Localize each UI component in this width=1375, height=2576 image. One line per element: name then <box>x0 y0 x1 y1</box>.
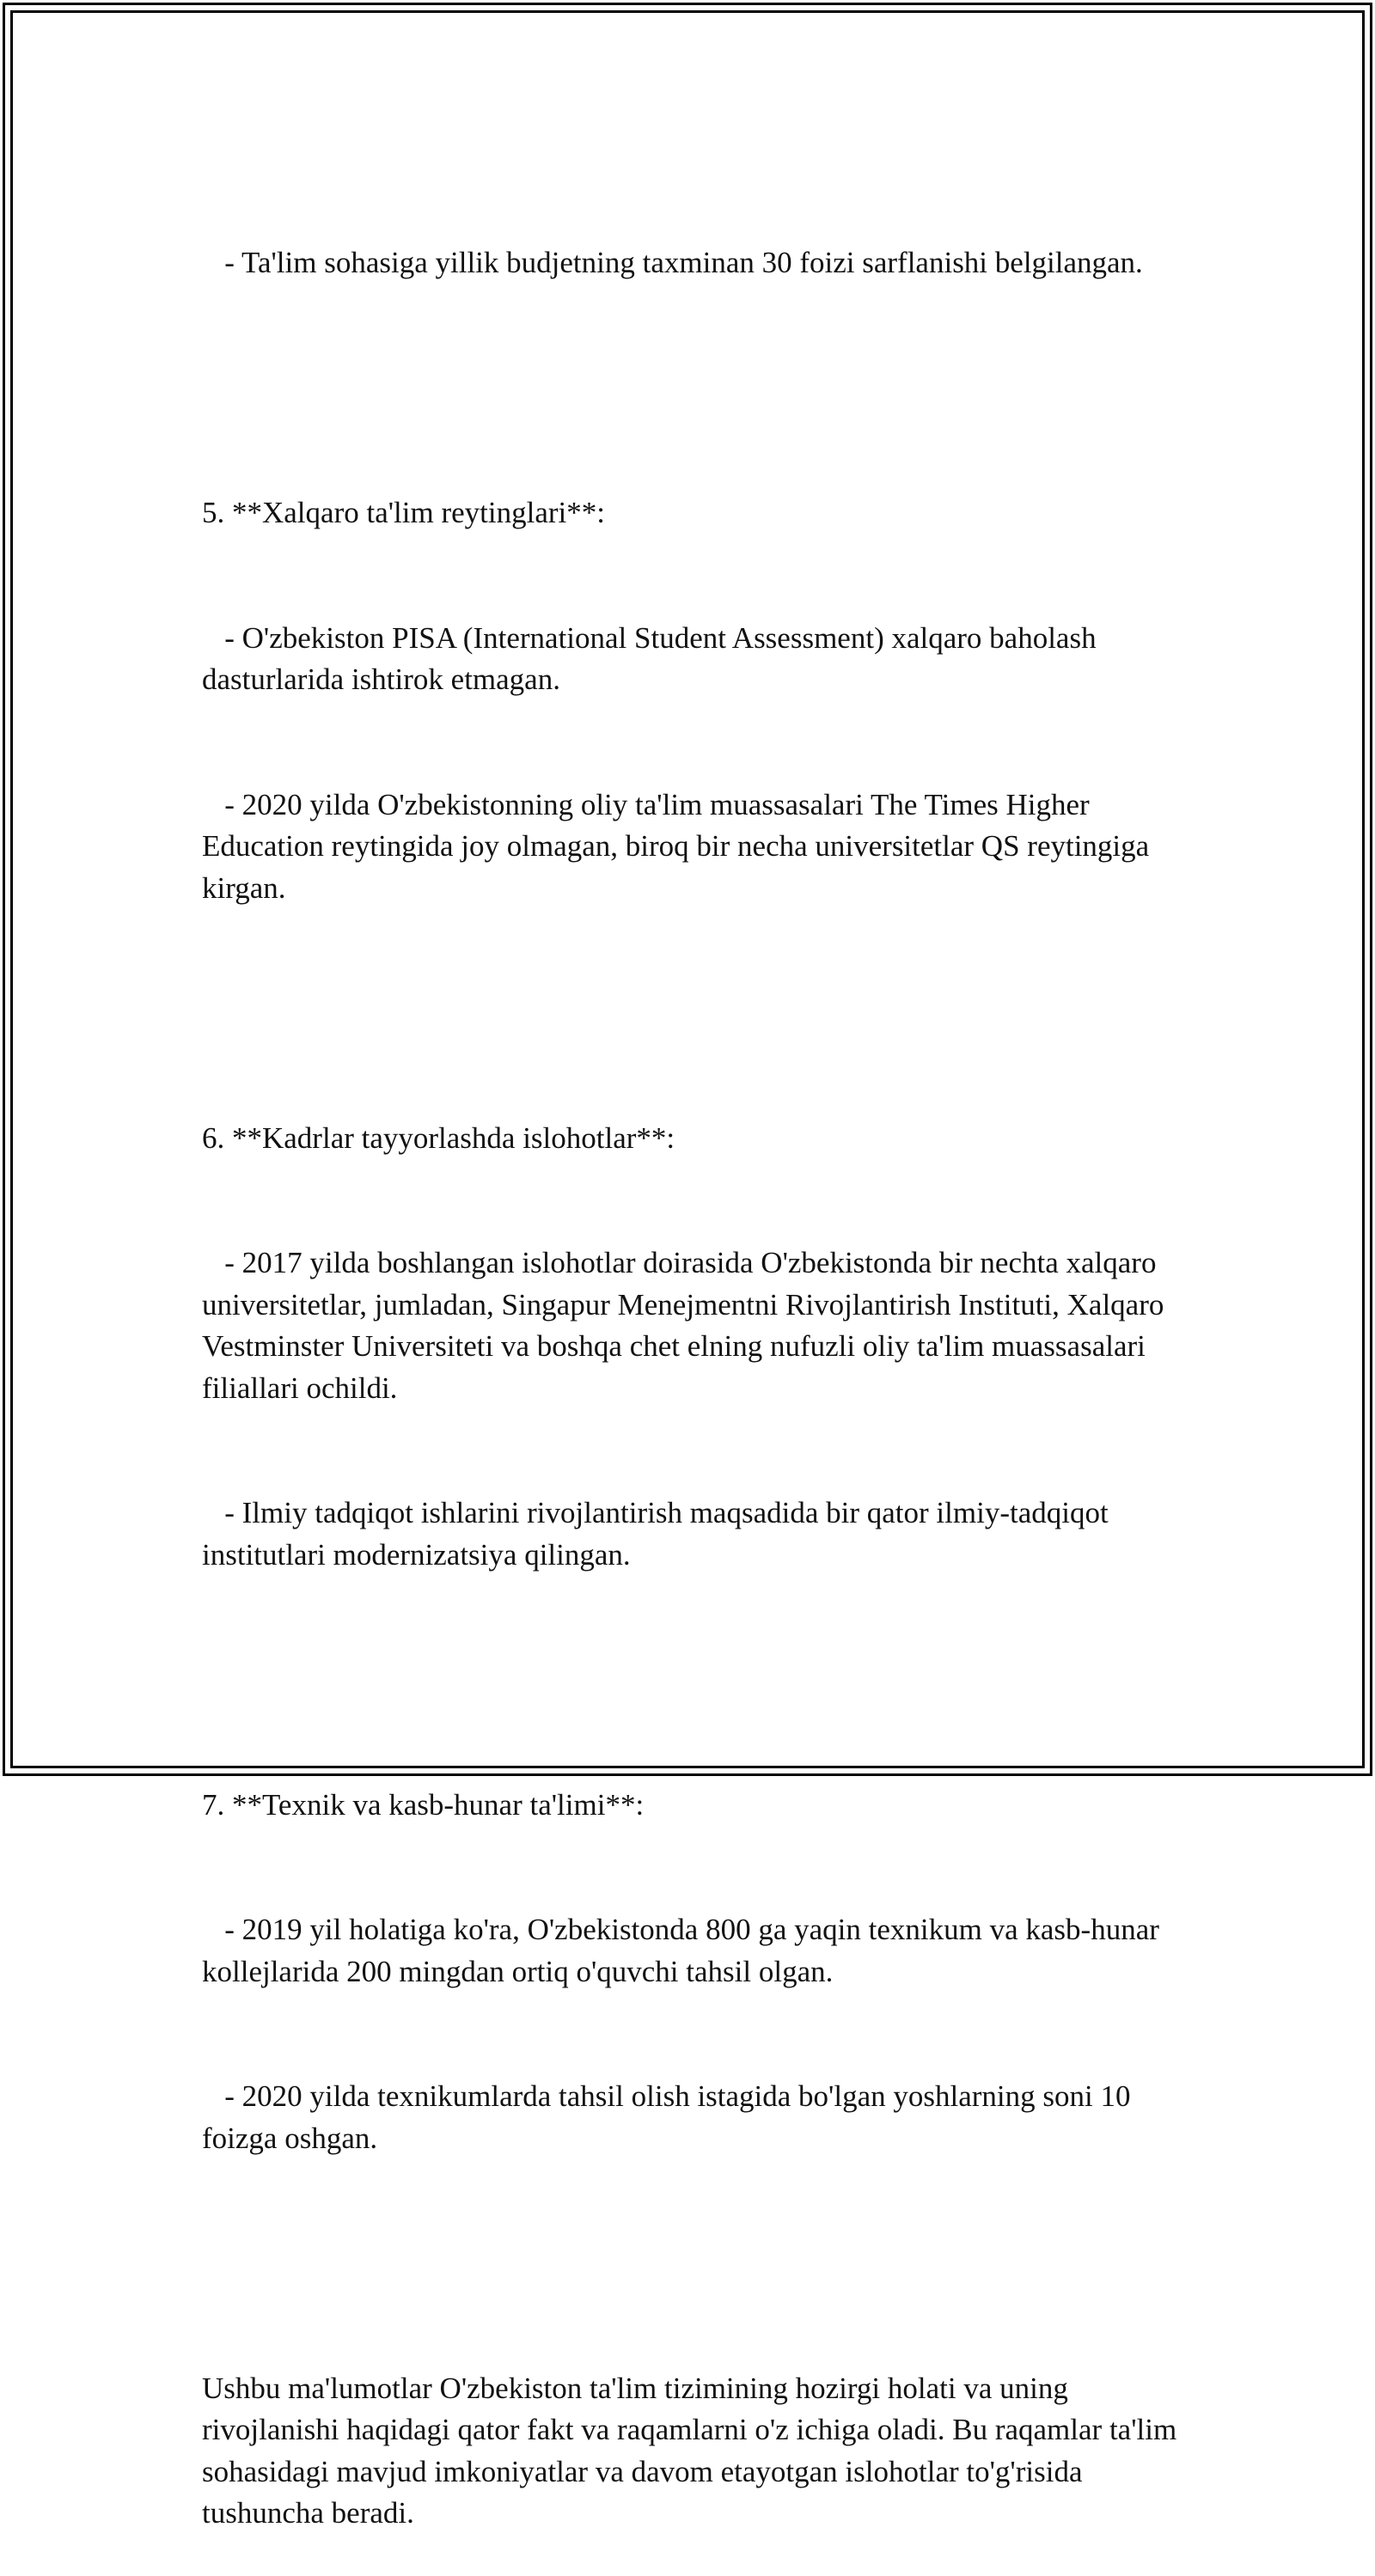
blank-line <box>202 1659 1182 1701</box>
budget-bullet: - Ta'lim sohasiga yillik budjetning taxminan 30 foizi sarflanishi belgilangan. <box>202 246 1143 279</box>
pisa-bullet: - O'zbekiston PISA (International Student Assessment) xalqaro baholash dasturlarida ishtirok etmagan. <box>202 620 1104 696</box>
section-6-heading: 6. **Kadrlar tayyorlashda islohotlar**: <box>202 1120 675 1155</box>
blank-line <box>202 992 1182 1035</box>
conclusion-paragraph: Ushbu ma'lumotlar O'zbekiston ta'lim tizimining hozirgi holati va uning rivojlanishi haqidagi qator fakt va raqamlarni o'z ichiga oladi. Bu raqamlar ta'lim sohasidagi mavjud imkoniyatlar va davom etayotgan islohotlar to'g'risida tushuncha beradi. <box>202 2371 1184 2530</box>
section-5-heading: 5. **Xalqaro ta'lim reytinglari**: <box>202 496 605 529</box>
blank-line <box>202 2243 1182 2285</box>
section-7-heading: 7. **Texnik va kasb-hunar ta'limi**: <box>202 1787 645 1822</box>
colleges-bullet: - 2019 yil holatiga ko'ra, O'zbekistonda 800 ga yaqin texnikum va kasb-hunar kollejlarida 200 mingdan ortiq o'quvchi tahsil olgan. <box>202 1913 1167 1988</box>
document-body <box>202 159 1182 2576</box>
blank-line <box>202 368 1182 410</box>
rankings-bullet: - 2020 yilda O'zbekistonning oliy ta'lim muassasalari The Times Higher Education reytingida joy olmagan, biroq bir necha universitetlar QS reytingiga kirgan. <box>202 787 1157 905</box>
research-bullet: - Ilmiy tadqiqot ishlarini rivojlantirish maqsadida bir qator ilmiy-tadqiqot institutlari modernizatsiya qilingan. <box>202 1496 1116 1572</box>
universities-bullet: - 2017 yilda boshlangan islohotlar doirasida O'zbekistonda bir nechta xalqaro universitetlar, jumladan, Singapur Menejmentni Rivojlantirish Instituti, Xalqaro Vestminster Universiteti va boshqa chet elning nufuzli oliy ta'lim muassasalari filiallari ochildi. <box>202 1246 1171 1405</box>
youth-bullet: - 2020 yilda texnikumlarda tahsil olish istagida bo'lgan yoshlarning soni 10 foizga oshgan. <box>202 2079 1139 2155</box>
